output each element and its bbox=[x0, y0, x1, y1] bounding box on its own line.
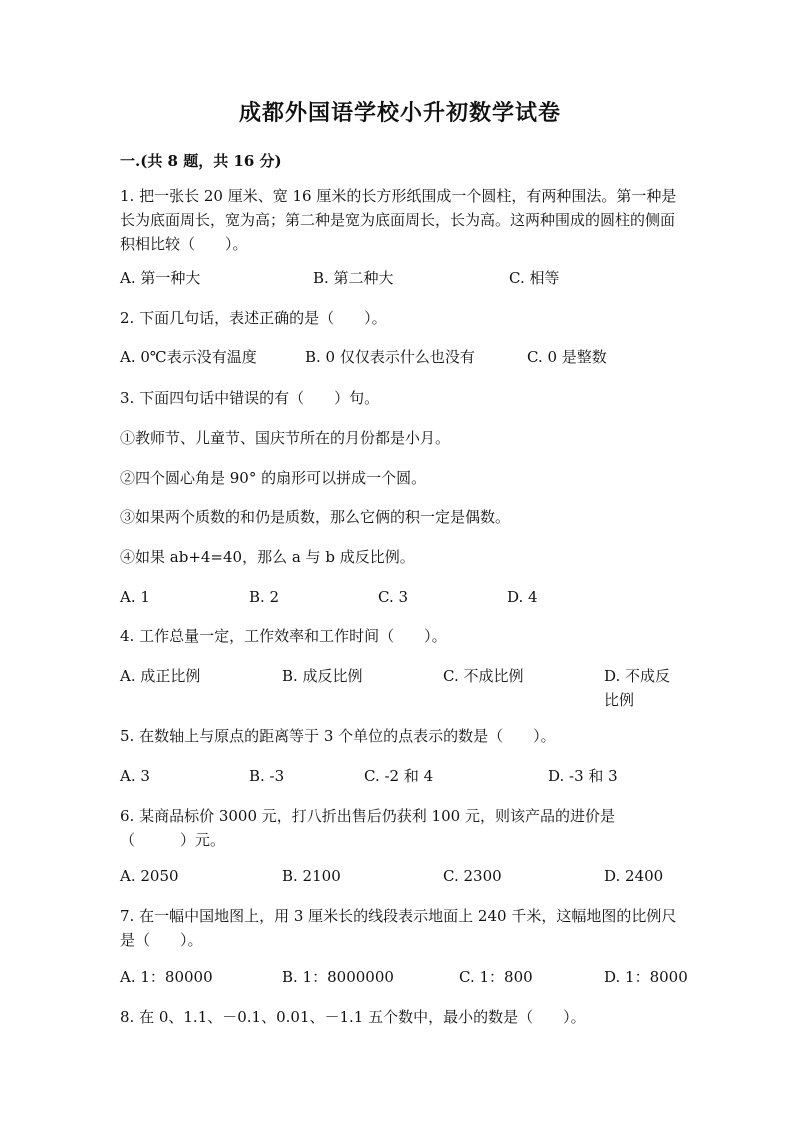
q5-option-c[interactable]: C. -2 和 4 bbox=[364, 767, 434, 785]
q5-option-b[interactable]: B. -3 bbox=[249, 767, 285, 785]
q7-option-b[interactable]: B. 1：8000000 bbox=[282, 968, 394, 986]
q5-option-a[interactable]: A. 3 bbox=[120, 767, 150, 785]
q4-option-b[interactable]: B. 成反比例 bbox=[282, 667, 363, 685]
q3-option-c[interactable]: C. 3 bbox=[378, 588, 409, 606]
q4-option-a[interactable]: A. 成正比例 bbox=[120, 667, 201, 685]
q2-option-c[interactable]: C. 0 是整数 bbox=[527, 348, 607, 366]
q3-statement-4: ④如果 ab+4=40，那么 a 与 b 成反比例。 bbox=[120, 548, 415, 566]
q3-statement-1: ①教师节、儿童节、国庆节所在的月份都是小月。 bbox=[120, 429, 451, 447]
section-heading: 一.(共 8 题，共 16 分) bbox=[120, 152, 282, 170]
q6-option-a[interactable]: A. 2050 bbox=[120, 867, 179, 885]
question-8: 8. 在 0、1.1、－0.1、0.01、－1.1 五个数中，最小的数是（ ）。 bbox=[120, 1008, 586, 1026]
question-1: 1. 把一张长 20 厘米、宽 16 厘米的长方形纸围成一个圆柱，有两种围法。第一种是长为底面周长，宽为高；第二种是宽为底面周长，长为高。这两种围成的圆柱的侧面积相比较（ ）。 bbox=[120, 187, 677, 253]
question-5: 5. 在数轴上与原点的距离等于 3 个单位的点表示的数是（ ）。 bbox=[120, 727, 556, 745]
q3-statement-2: ②四个圆心角是 90° 的扇形可以拼成一个圆。 bbox=[120, 469, 427, 487]
q5-option-d[interactable]: D. -3 和 3 bbox=[548, 767, 618, 785]
q3-option-d[interactable]: D. 4 bbox=[507, 588, 538, 606]
q7-option-c[interactable]: C. 1：800 bbox=[459, 968, 533, 986]
q6-option-d[interactable]: D. 2400 bbox=[604, 867, 664, 885]
page-title: 成都外国语学校小升初数学试卷 bbox=[238, 100, 561, 126]
question-7: 7. 在一幅中国地图上，用 3 厘米长的线段表示地面上 240 千米，这幅地图的比例尺是（ ）。 bbox=[120, 907, 677, 949]
q2-option-a[interactable]: A. 0℃表示没有温度 bbox=[120, 348, 257, 366]
question-2: 2. 下面几句话，表述正确的是（ ）。 bbox=[120, 309, 387, 327]
q3-option-b[interactable]: B. 2 bbox=[249, 588, 280, 606]
q1-option-c[interactable]: C. 相等 bbox=[509, 269, 560, 287]
q7-option-a[interactable]: A. 1：80000 bbox=[120, 968, 213, 986]
q4-option-d[interactable]: D. 不成反比例 bbox=[604, 667, 671, 709]
q2-option-b[interactable]: B. 0 仅仅表示什么也没有 bbox=[305, 348, 475, 366]
question-6: 6. 某商品标价 3000 元，打八折出售后仍获利 100 元，则该产品的进价是（ ）元。 bbox=[120, 807, 615, 849]
q7-option-d[interactable]: D. 1：8000 bbox=[604, 968, 688, 986]
q4-option-c[interactable]: C. 不成比例 bbox=[443, 667, 524, 685]
q3-statement-3: ③如果两个质数的和仍是质数，那么它俩的积一定是偶数。 bbox=[120, 508, 511, 526]
question-3: 3. 下面四句话中错误的有（ ）句。 bbox=[120, 389, 380, 407]
q3-option-a[interactable]: A. 1 bbox=[120, 588, 150, 606]
q6-option-c[interactable]: C. 2300 bbox=[443, 867, 502, 885]
q1-option-a[interactable]: A. 第一种大 bbox=[120, 269, 201, 287]
question-4: 4. 工作总量一定，工作效率和工作时间（ ）。 bbox=[120, 627, 447, 645]
q6-option-b[interactable]: B. 2100 bbox=[282, 867, 341, 885]
q1-option-b[interactable]: B. 第二种大 bbox=[313, 269, 394, 287]
